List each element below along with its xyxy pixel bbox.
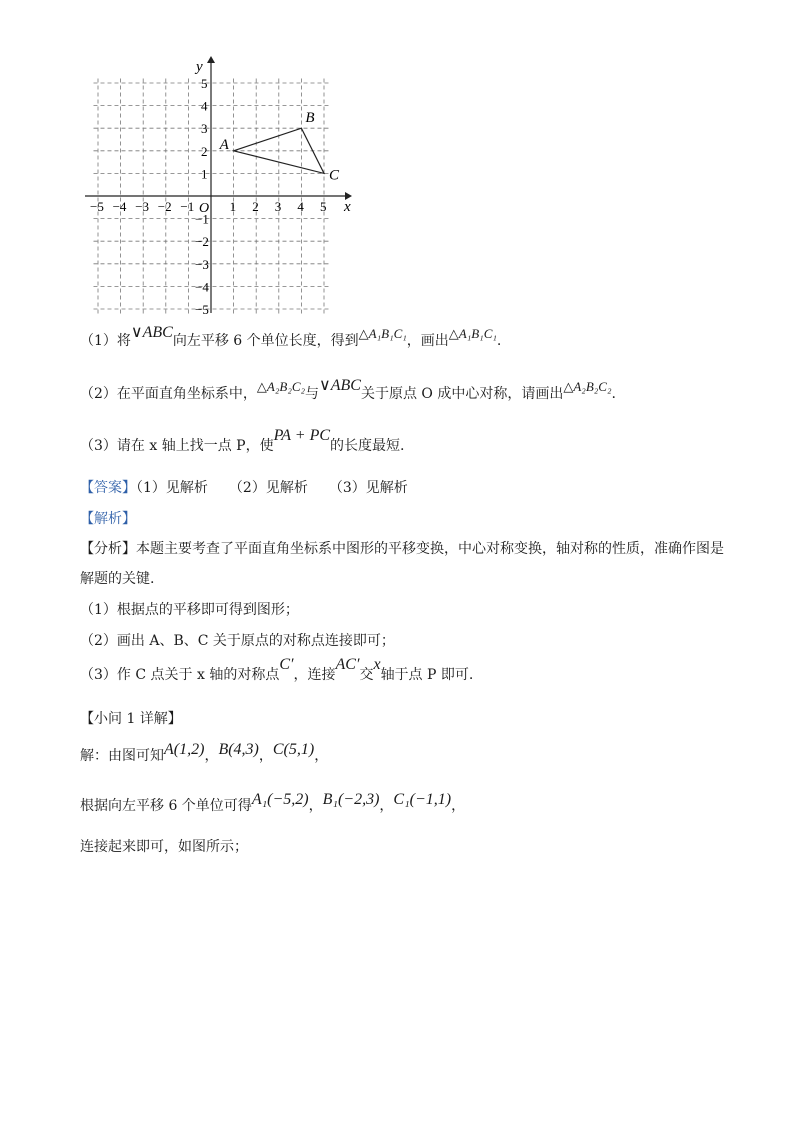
x-tick-label: −1 bbox=[180, 199, 195, 214]
triangle-abc-symbol: ∨ABC bbox=[130, 324, 173, 341]
x-tick-label: 1 bbox=[229, 199, 237, 214]
detail-line-2: 根据向左平移 6 个单位可得A₁(−5,2)，B₁(−2,3)，C₁(−1,1)， bbox=[80, 791, 466, 814]
question-2: （2）在平面直角坐标系中，△A₂B₂C₂与∨ABC关于原点 O 成中心对称，请画出△A₂B₂C₂. bbox=[80, 377, 616, 402]
point-label-c: C bbox=[329, 167, 340, 184]
detail-line-3: 连接起来即可，如图所示； bbox=[80, 839, 248, 855]
answer-tag: 【答案】 bbox=[80, 480, 136, 496]
x-tick-label: −5 bbox=[90, 199, 104, 214]
y-axis-arrow bbox=[207, 56, 215, 63]
y-axis-label: y bbox=[196, 59, 203, 75]
y-tick-label: 4 bbox=[201, 98, 208, 114]
y-tick-label: 5 bbox=[201, 76, 208, 91]
y-tick-label: 1 bbox=[201, 166, 208, 182]
x-tick-label: −2 bbox=[157, 199, 172, 214]
question-3: （3）请在 x 轴上找一点 P，使PA + PC的长度最短. bbox=[80, 427, 405, 454]
x-tick-label: 2 bbox=[252, 199, 259, 214]
point-label-a: A bbox=[219, 136, 229, 153]
y-tick-label: −4 bbox=[195, 279, 209, 295]
coordinate-grid-figure bbox=[80, 55, 360, 320]
y-tick-label: 2 bbox=[201, 143, 208, 159]
question-1: （1）将∨ABC向左平移 6 个单位长度，得到△A₁B₁C₁，画出△A₁B₁C₁. bbox=[80, 324, 502, 349]
origin-label: O bbox=[199, 201, 210, 216]
analysis-step-3: （3）作 C 点关于 x 轴的对称点C′，连接AC′交x轴于点 P 即可. bbox=[80, 656, 474, 683]
analysis-step-1: （1）根据点的平移即可得到图形； bbox=[80, 602, 299, 618]
x-tick-label: 5 bbox=[320, 199, 327, 214]
y-tick-label: 3 bbox=[201, 121, 208, 137]
answer-line: 【答案】（1）见解析 （2）见解析 （3）见解析 bbox=[80, 480, 408, 496]
x-axis-label: x bbox=[344, 199, 351, 215]
point-label-b: B bbox=[305, 110, 315, 127]
y-tick-label: −5 bbox=[195, 302, 209, 317]
analysis-line-2: 解题的关键. bbox=[80, 571, 155, 587]
detail-line-1: 解：由图可知A(1,2)，B(4,3)，C(5,1)， bbox=[80, 741, 329, 764]
x-tick-label: −3 bbox=[135, 199, 150, 214]
x-tick-label: 4 bbox=[297, 199, 304, 214]
x-tick-label: 3 bbox=[274, 199, 282, 214]
analysis-step-2: （2）画出 A、B、C 关于原点的对称点连接即可； bbox=[80, 633, 395, 649]
y-tick-label: −3 bbox=[195, 256, 209, 272]
detail-heading: 【小问 1 详解】 bbox=[80, 711, 182, 727]
y-tick-label: −1 bbox=[195, 211, 209, 227]
x-tick-label: −4 bbox=[112, 199, 127, 214]
analysis-line-1: 【分析】本题主要考查了平面直角坐标系中图形的平移变换，中心对称变换，轴对称的性质，准确作图是 bbox=[80, 541, 724, 557]
y-tick-label: −2 bbox=[195, 234, 209, 250]
analysis-tag: 【解析】 bbox=[80, 511, 136, 527]
